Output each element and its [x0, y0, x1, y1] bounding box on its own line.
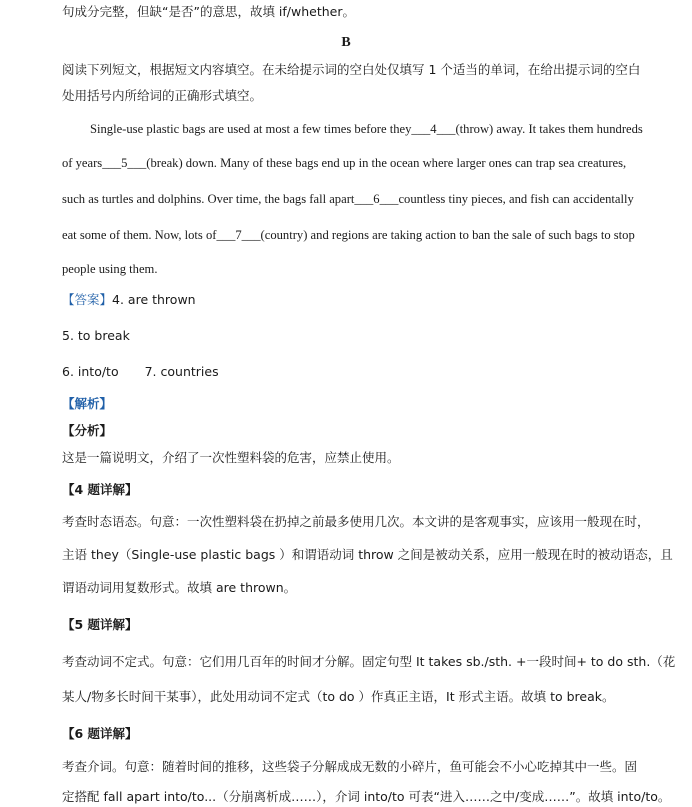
answer-row [62, 292, 196, 308]
q4-line-1: 考查时态语态。句意：一次性塑料袋在扔掉之前最多使用几次。本文讲的是客观事实，应该用一般现在时， [62, 514, 650, 529]
q6-line-1: 考查介词。句意：随着时间的推移，这些袋子分解成成无数的小碎片，鱼可能会不小心吃掉其中一些。固 [62, 759, 638, 774]
passage-line-1: Single-use plastic bags are used at most a few times before they___4___(throw) away. It takes them hundreds [90, 122, 643, 136]
instruction-line-2: 处用括号内所给词的正确形式填空。 [62, 88, 263, 103]
q4-title: 【4 题详解】 [62, 482, 138, 497]
passage-line-3: such as turtles and dolphins. Over time, the bags fall apart___6___countless tiny pieces, and fish can accidentally [62, 192, 634, 206]
passage-line-4: eat some of them. Now, lots of___7___(country) and regions are taking action to ban the sale of such bags to stop [62, 228, 635, 242]
q5-line-1: 考查动词不定式。句意：它们用几百年的时间才分解。固定句型 It takes sb./sth. +一段时间+ to do sth.（花 [62, 654, 676, 669]
q4-line-2: 主语 they（Single-use plastic bags ）和谓语动词 throw 之间是被动关系，应用一般现在时的被动语态，且 [62, 547, 673, 562]
q6-line-2: 定搭配 fall apart into/to...（分崩离析成……），介词 into/to 可表“进入……之中/变成……”。故填 into/to。 [62, 789, 671, 804]
answer-4: 4. are thrown [112, 292, 196, 307]
answer-tag: 【答案】 [62, 292, 113, 307]
analysis-tag: 【解析】 [62, 396, 113, 411]
fenxi-text: 这是一篇说明文，介绍了一次性塑料袋的危害，应禁止使用。 [62, 450, 400, 465]
answer-row-6-7 [62, 364, 219, 380]
previous-answer-text: 句成分完整，但缺“是否”的意思，故填 if/whether。 [62, 4, 356, 19]
instruction-line-1: 阅读下列短文，根据短文内容填空。在未给提示词的空白处仅填写 1 个适当的单词，在给出提示词的空白 [62, 62, 641, 77]
answer-5: 5. to break [62, 328, 130, 343]
q5-title: 【5 题详解】 [62, 617, 138, 632]
fenxi-tag: 【分析】 [62, 423, 113, 438]
passage-line-2: of years___5___(break) down. Many of these bags end up in the ocean where larger ones can trap sea creatures, [62, 156, 627, 170]
answer-6: 6. into/to [62, 364, 119, 379]
passage-line-5: people using them. [62, 262, 158, 276]
q6-title: 【6 题详解】 [62, 726, 138, 741]
answer-7: 7. countries [144, 364, 219, 379]
q5-line-2: 某人/物多长时间干某事），此处用动词不定式（to do ）作真正主语，It 形式主语。故填 to break。 [62, 689, 615, 704]
section-heading: B [341, 35, 351, 50]
q4-line-3: 谓语动词用复数形式。故填 are thrown。 [62, 580, 297, 595]
